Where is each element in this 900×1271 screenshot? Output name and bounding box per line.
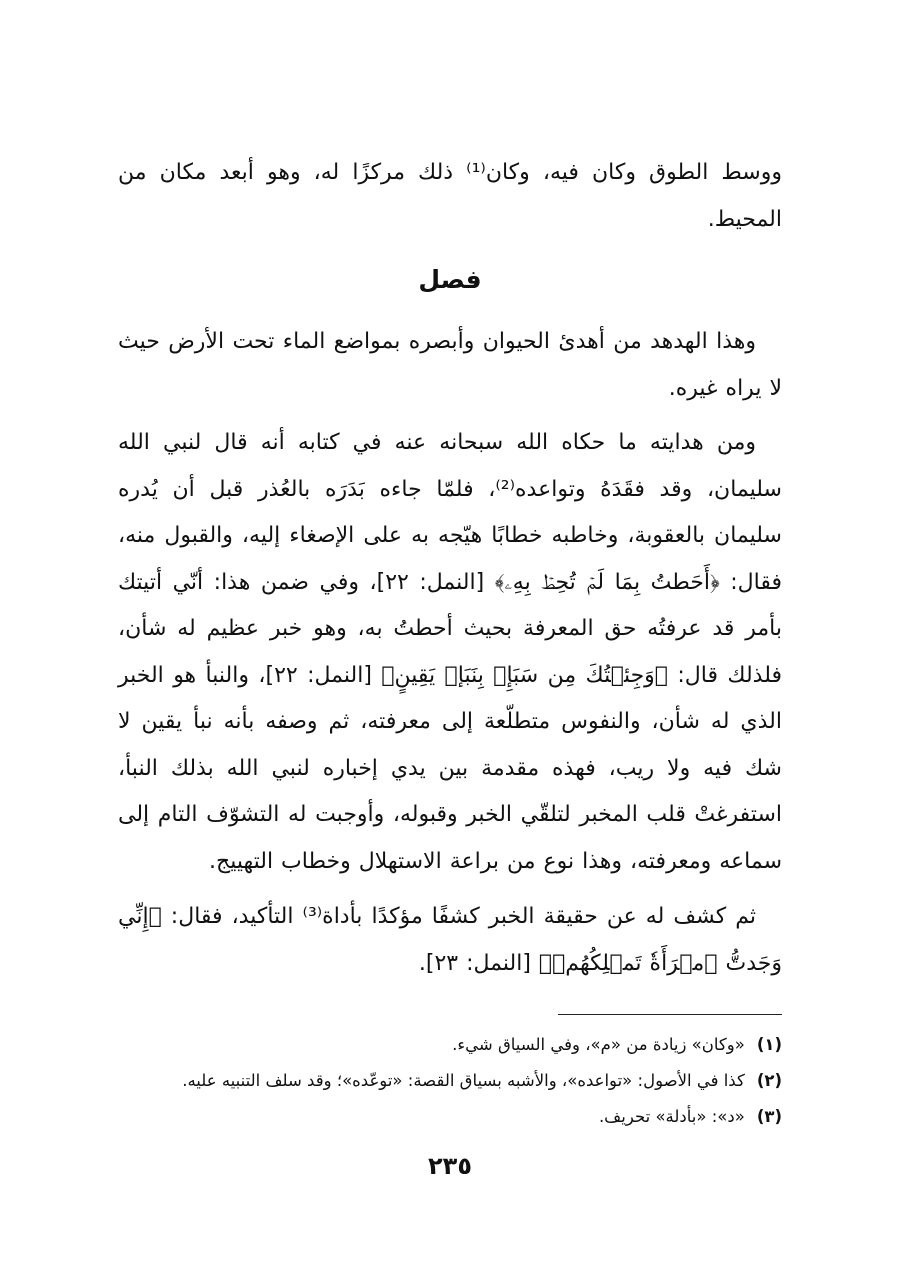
paragraph-continuation: ووسط الطوق وكان فيه، وكان⁽¹⁾ ذلك مركزًا له، وهو أبعد مكان من المحيط. xyxy=(118,160,782,232)
footnote-number: (٣) xyxy=(756,1107,782,1126)
paragraph-hoopoe-intro: وهذا الهدهد من أهدئ الحيوان وأبصره بمواضع الماء تحت الأرض حيث لا يراه غيره. xyxy=(118,329,782,401)
footnote-2 xyxy=(118,1063,782,1099)
footnote-text: «د»: «بأدلة» تحريف. xyxy=(598,1107,745,1126)
footnote-number: (٢) xyxy=(756,1071,782,1090)
paragraph-news-revealed: ثم كشف له عن حقيقة الخبر كشفًا مؤكدًا بأداة⁽³⁾ التأكيد، فقال: ﴿إِنِّي وَجَدتُّ ٱمۡرَأَةٗ تَمۡلِكُهُمۡ﴾ [النمل: ٢٣]. xyxy=(118,904,782,976)
footnotes xyxy=(118,1027,782,1135)
footnote-number: (١) xyxy=(756,1035,782,1054)
section-heading: فصل xyxy=(418,265,482,294)
page-number: ٢٣٥ xyxy=(428,1152,472,1180)
footnote-separator xyxy=(558,1014,782,1015)
footnote-text: كذا في الأصول: «تواعده»، والأشبه بسياق القصة: «توعّده»؛ وقد سلف التنبيه عليه. xyxy=(182,1071,745,1090)
footnote-3 xyxy=(118,1099,782,1135)
footnote-text: «وكان» زيادة من «م»، وفي السياق شيء. xyxy=(452,1035,745,1054)
footnote-1 xyxy=(118,1027,782,1063)
paragraph-hoopoe-guidance: ومن هدايته ما حكاه الله سبحانه عنه في كتابه أنه قال لنبي الله سليمان، وقد فقَدَهُ وتواعده⁽²⁾، فلمّا جاءه بَدَرَه بالعُذر قبل أن يُدره سليمان بالعقوبة، وخاطبه خطابًا هيّجه به على الإصغاء إليه، والقبول منه، فقال: ﴿أَحَطتُ بِمَا لَمۡ تُحِطۡ بِهِۦ﴾ [النمل: ٢٢]، وفي ضمن هذا: أنّي أتيتك بأمر قد عرفتُه حق المعرفة بحيث أحطتُ به، وهو خبر عظيم له شأن، فلذلك قال: ﴿وَجِئۡتُكَ مِن سَبَإِۭ بِنَبَإٖ يَقِينٍ﴾ [النمل: ٢٢]، والنبأ هو الخبر الذي له شأن، والنفوس متطلّعة إلى معرفته، ثم وصفه بأنه نبأ يقين لا شك فيه ولا ريب، فهذه مقدمة بين يدي إخباره لنبي الله بذلك النبأ، استفرغتْ قلب المخبر لتلقّي الخبر وقبوله، وأوجبت له التشوّف التام إلى سماعه ومعرفته، وهذا نوع من براعة الاستهلال وخطاب التهييج. xyxy=(118,430,783,874)
